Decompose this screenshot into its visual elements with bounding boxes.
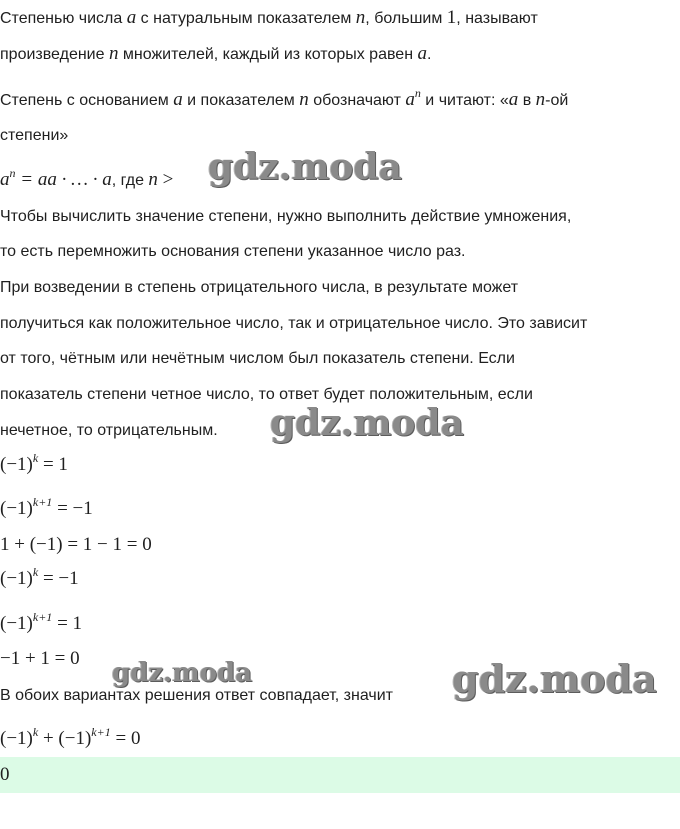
power-exponent: k [32,451,39,465]
power-base: (−1) [0,728,33,749]
negative-line-3 [0,349,515,369]
answer-value [0,765,10,785]
text: -ой [545,92,569,109]
var-a: a [173,89,183,110]
negative-line-1 [0,278,518,298]
text: показатель степени четное число, то ответ будет положительным, если [0,386,533,403]
equation-6 [0,649,80,669]
text: получиться как положительное число, так и отрицательное число. Это зависит [0,315,588,332]
power-exponent: k [32,565,39,579]
answer-block [0,757,680,793]
text: в [518,92,536,109]
conclusion-line [0,686,393,706]
var-a: a [126,7,137,28]
plus-sign: + [38,728,59,749]
text: множителей, каждый из которых равен [118,46,418,63]
compute-line-2 [0,242,465,262]
text: и читают: « [420,92,509,109]
definition-line-2 [0,44,431,65]
text: нечетное, то отрицательным. [0,422,218,439]
watermark-logo: gdz.moda [452,656,657,701]
power-base: (−1) [0,498,33,519]
text: с натуральным показателем [136,10,356,27]
var-n: n [299,89,309,110]
power-exponent: n [414,86,421,100]
equation-4 [0,565,79,589]
power-formula [0,166,174,191]
equation-5 [0,610,83,634]
equation-rhs: = −1 [38,568,79,589]
power-base: (−1) [0,613,33,634]
var-n: n [108,43,119,64]
text: Степень с основанием [0,92,174,109]
negative-line-2 [0,314,587,334]
var-n: n [535,89,546,110]
power-base: (−1) [0,454,33,475]
var-a: a [508,89,519,110]
text: Степенью числа [0,10,127,27]
text: и показателем [182,92,300,109]
equation-1 [0,451,68,475]
equation-2 [0,495,93,519]
power-base: a [0,169,10,190]
text: . [426,46,432,63]
text: степени» [0,127,69,144]
number-one: 1 [446,7,457,28]
equation-7 [0,725,141,749]
definition-line-1 [0,8,538,29]
equation-3 [0,535,152,555]
negative-line-5 [0,421,218,441]
var-n: n [355,7,366,28]
text: обозначают [308,92,406,109]
watermark-logo: gdz.moda [270,402,464,444]
equation-rhs: = 0 [110,728,141,749]
power-exponent: k+1 [91,725,111,739]
greater-sign: > [157,169,174,190]
var-n: n [148,169,158,190]
notation-line-1 [0,86,569,111]
compute-line-1 [0,207,571,227]
power-base: (−1) [0,568,33,589]
text: , где [111,172,149,189]
power-exponent: n [9,166,16,180]
equation-text: −1 + 1 = 0 [0,648,80,669]
equation-rhs: = 1 [52,613,83,634]
text: В обоих вариантах решения ответ совпадает, значит [0,687,393,704]
notation-line-2 [0,126,68,146]
text: произведение [0,46,109,63]
text: Чтобы вычислить значение степени, нужно выполнить действие умножения, [0,208,572,225]
text: , называют [456,10,538,27]
var-a: a [417,43,427,64]
equation-rhs: = 1 [38,454,68,475]
answer-text: 0 [0,764,10,785]
equation-text: 1 + (−1) = 1 − 1 = 0 [0,534,152,555]
text: , большим [365,10,447,27]
text: от того, чётным или нечётным числом был показатель степени. Если [0,350,515,367]
formula-rhs: = aa · … · a [15,169,112,190]
text: При возведении в степень отрицательного числа, в результате может [0,279,519,296]
power-exponent: k+1 [32,495,53,509]
power-exponent: k+1 [32,610,53,624]
equation-rhs: = −1 [52,498,93,519]
watermark-logo: gdz.moda [112,658,253,688]
power-base: a [405,89,415,110]
power-base: (−1) [58,728,92,749]
power-exponent: k [32,725,39,739]
text: то есть перемножить основания степени указанное число раз. [0,243,466,260]
watermark-logo: gdz.moda [208,146,402,188]
